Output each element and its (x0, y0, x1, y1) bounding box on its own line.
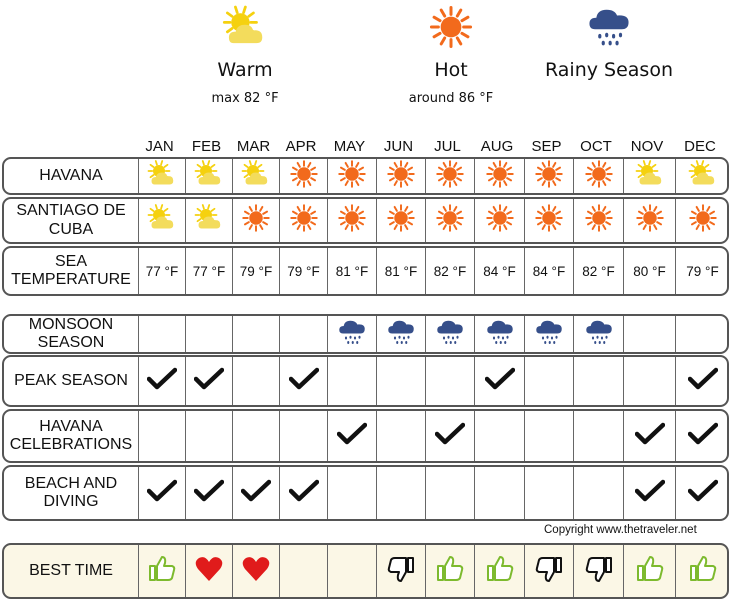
cell-celebrations-oct (573, 411, 623, 461)
cell-sea-aug (474, 248, 524, 294)
sun-icon (688, 203, 718, 238)
cell-beach-feb (185, 467, 232, 519)
legend-hot-sub: around 86 °F (408, 91, 494, 106)
check-icon (147, 367, 177, 396)
cell-best-aug (474, 545, 524, 597)
sea-temp-value: 82 °F (582, 263, 615, 279)
cell-celebrations-feb (185, 411, 232, 461)
month-nov: NOV (630, 138, 664, 155)
thumbs-up-icon (635, 554, 665, 589)
cell-best-jan (138, 545, 185, 597)
month-jan: JAN (145, 138, 174, 155)
thumbs-down-icon (584, 554, 614, 589)
cell-havana-oct (573, 159, 623, 193)
cell-santiago-jan (138, 199, 185, 242)
cell-beach-may (327, 467, 376, 519)
cell-monsoon-apr (279, 316, 327, 352)
cell-peak-oct (573, 357, 623, 405)
month-jun: JUN (383, 138, 414, 155)
cell-havana-jul (425, 159, 474, 193)
cell-monsoon-dec (675, 316, 729, 352)
legend (0, 0, 732, 110)
sun-icon (485, 159, 515, 194)
cell-havana-aug (474, 159, 524, 193)
cell-celebrations-apr (279, 411, 327, 461)
cell-havana-feb (185, 159, 232, 193)
cell-beach-jan (138, 467, 185, 519)
cell-best-may (327, 545, 376, 597)
cell-monsoon-oct (573, 316, 623, 352)
cell-monsoon-may (327, 316, 376, 352)
sea-temp-value: 79 °F (686, 263, 719, 279)
sun-cloud-icon (688, 159, 718, 194)
sun-cloud-icon (147, 203, 177, 238)
sun-icon (386, 203, 416, 238)
sea-temp-value: 77 °F (145, 263, 179, 279)
cell-sea-jan (138, 248, 185, 294)
check-icon (289, 479, 319, 508)
row-label-monsoon: MONSOON SEASON (28, 315, 114, 351)
cell-beach-oct (573, 467, 623, 519)
sun-icon (386, 159, 416, 194)
sun-cloud-icon (194, 159, 224, 194)
cell-santiago-apr (279, 199, 327, 242)
sea-temp-value: 79 °F (287, 263, 320, 279)
check-icon (289, 367, 319, 396)
month-oct: OCT (580, 138, 612, 155)
thumbs-down-icon (386, 554, 416, 589)
sun-icon (635, 203, 665, 238)
cell-havana-sep (524, 159, 573, 193)
cell-havana-apr (279, 159, 327, 193)
legend-rainy-title: Rainy Season (545, 59, 673, 81)
cell-monsoon-jul (425, 316, 474, 352)
cell-monsoon-feb (185, 316, 232, 352)
sun-icon (337, 159, 367, 194)
cell-best-jul (425, 545, 474, 597)
cell-havana-dec (675, 159, 729, 193)
check-icon (241, 479, 271, 508)
sun-icon (289, 203, 319, 238)
cell-monsoon-jun (376, 316, 425, 352)
cell-beach-aug (474, 467, 524, 519)
sea-temp-value: 82 °F (433, 263, 467, 279)
month-dec: DEC (684, 138, 716, 155)
month-sep: SEP (531, 138, 562, 155)
sun-cloud-icon (635, 159, 665, 194)
cell-santiago-feb (185, 199, 232, 242)
row-label-best: BEST TIME (29, 561, 113, 579)
month-aug: AUG (480, 138, 514, 155)
legend-warm-sub: max 82 °F (211, 91, 279, 106)
cell-beach-jul (425, 467, 474, 519)
cell-celebrations-jun (376, 411, 425, 461)
cell-monsoon-mar (232, 316, 279, 352)
sun-cloud-icon (195, 4, 295, 55)
sea-temp-value: 84 °F (483, 263, 516, 279)
thumbs-down-icon (534, 554, 564, 589)
sun-icon (485, 203, 515, 238)
cell-best-nov (623, 545, 675, 597)
cell-celebrations-aug (474, 411, 524, 461)
check-icon (147, 479, 177, 508)
cell-santiago-dec (675, 199, 729, 242)
cell-beach-jun (376, 467, 425, 519)
cell-best-jun (376, 545, 425, 597)
cell-celebrations-jul (425, 411, 474, 461)
cell-sea-jul (425, 248, 474, 294)
sun-icon (289, 159, 319, 194)
sun-icon (435, 203, 465, 238)
cell-havana-jan (138, 159, 185, 193)
cell-celebrations-jan (138, 411, 185, 461)
check-icon (688, 479, 718, 508)
cell-sea-feb (185, 248, 232, 294)
cell-monsoon-nov (623, 316, 675, 352)
cell-peak-aug (474, 357, 524, 405)
legend-hot-title: Hot (434, 59, 468, 81)
month-may: MAY (333, 138, 366, 155)
sea-temp-value: 77 °F (192, 263, 226, 279)
check-icon (688, 367, 718, 396)
row-havana-celebrations (2, 409, 729, 463)
cell-celebrations-mar (232, 411, 279, 461)
month-header (140, 138, 729, 156)
cell-sea-oct (573, 248, 623, 294)
row-beach-diving (2, 465, 729, 521)
cell-beach-apr (279, 467, 327, 519)
thumbs-up-icon (485, 554, 515, 589)
sea-temp-value: 81 °F (384, 263, 418, 279)
cell-santiago-oct (573, 199, 623, 242)
cell-best-sep (524, 545, 573, 597)
row-havana (2, 157, 729, 195)
check-icon (635, 422, 665, 451)
row-label-sea: SEA TEMPERATURE (11, 252, 131, 288)
sun-icon (584, 159, 614, 194)
cell-santiago-aug (474, 199, 524, 242)
cell-monsoon-aug (474, 316, 524, 352)
cell-best-dec (675, 545, 729, 597)
sea-temp-value: 81 °F (335, 263, 369, 279)
thumbs-up-icon (688, 554, 718, 589)
sun-icon (401, 4, 501, 55)
cell-monsoon-jan (138, 316, 185, 352)
cell-peak-jun (376, 357, 425, 405)
cell-santiago-jun (376, 199, 425, 242)
row-label-peak: PEAK SEASON (14, 371, 128, 389)
row-label-havana: HAVANA (39, 166, 103, 184)
row-santiago (2, 197, 729, 244)
cell-santiago-nov (623, 199, 675, 242)
copyright: Copyright www.thetraveler.net (544, 524, 697, 536)
cell-sea-nov (623, 248, 675, 294)
cell-peak-jan (138, 357, 185, 405)
rain-cloud-icon (534, 317, 564, 352)
row-label-beach: BEACH AND DIVING (24, 474, 118, 510)
check-icon (435, 422, 465, 451)
row-label-santiago: SANTIAGO DE CUBA (16, 202, 126, 238)
cell-sea-jun (376, 248, 425, 294)
cell-sea-may (327, 248, 376, 294)
cell-sea-mar (232, 248, 279, 294)
cell-sea-sep (524, 248, 573, 294)
cell-sea-dec (675, 248, 729, 294)
cell-celebrations-dec (675, 411, 729, 461)
cell-beach-mar (232, 467, 279, 519)
cell-havana-mar (232, 159, 279, 193)
cell-peak-jul (425, 357, 474, 405)
legend-rainy (534, 4, 684, 81)
month-jul: JUL (434, 138, 461, 155)
cell-peak-sep (524, 357, 573, 405)
row-best-time (2, 543, 729, 599)
cell-havana-nov (623, 159, 675, 193)
cell-santiago-mar (232, 199, 279, 242)
legend-hot (401, 4, 501, 106)
thumbs-up-icon (435, 554, 465, 589)
cell-peak-feb (185, 357, 232, 405)
sun-icon (584, 203, 614, 238)
rain-cloud-icon (584, 317, 614, 352)
cell-peak-dec (675, 357, 729, 405)
cell-peak-may (327, 357, 376, 405)
check-icon (688, 422, 718, 451)
cell-celebrations-sep (524, 411, 573, 461)
row-monsoon (2, 314, 729, 354)
cell-best-mar (232, 545, 279, 597)
sun-icon (534, 203, 564, 238)
sun-icon (435, 159, 465, 194)
cell-havana-may (327, 159, 376, 193)
cell-beach-dec (675, 467, 729, 519)
cell-celebrations-may (327, 411, 376, 461)
cell-beach-nov (623, 467, 675, 519)
sea-temp-value: 84 °F (532, 263, 566, 279)
cell-monsoon-sep (524, 316, 573, 352)
sun-icon (534, 159, 564, 194)
check-icon (485, 367, 515, 396)
thumbs-up-icon (147, 554, 177, 589)
heart-icon (195, 556, 223, 587)
legend-warm (195, 4, 295, 106)
cell-havana-jun (376, 159, 425, 193)
cell-santiago-sep (524, 199, 573, 242)
sun-cloud-icon (241, 159, 271, 194)
row-peak-season (2, 355, 729, 407)
check-icon (194, 367, 224, 396)
cell-peak-mar (232, 357, 279, 405)
legend-warm-title: Warm (217, 59, 273, 81)
heart-icon (242, 556, 270, 587)
check-icon (635, 479, 665, 508)
cell-peak-nov (623, 357, 675, 405)
month-feb: FEB (191, 138, 222, 155)
rain-cloud-icon (485, 317, 515, 352)
sea-temp-value: 80 °F (633, 263, 666, 279)
row-label-celebrations: HAVANA CELEBRATIONS (9, 417, 133, 453)
cell-best-apr (279, 545, 327, 597)
sun-cloud-icon (194, 203, 224, 238)
row-sea-temperature (2, 246, 729, 296)
rain-cloud-icon (435, 317, 465, 352)
check-icon (337, 422, 367, 451)
sun-icon (241, 203, 271, 238)
cell-best-feb (185, 545, 232, 597)
cell-best-oct (573, 545, 623, 597)
cell-peak-apr (279, 357, 327, 405)
cell-santiago-jul (425, 199, 474, 242)
sun-icon (337, 203, 367, 238)
month-mar: MAR (236, 138, 271, 155)
check-icon (194, 479, 224, 508)
rain-cloud-icon (386, 317, 416, 352)
cell-santiago-may (327, 199, 376, 242)
sun-cloud-icon (147, 159, 177, 194)
sea-temp-value: 79 °F (239, 263, 273, 279)
rain-cloud-icon (337, 317, 367, 352)
cell-celebrations-nov (623, 411, 675, 461)
cell-sea-apr (279, 248, 327, 294)
cell-beach-sep (524, 467, 573, 519)
rain-cloud-icon (534, 4, 684, 55)
month-apr: APR (285, 138, 317, 155)
